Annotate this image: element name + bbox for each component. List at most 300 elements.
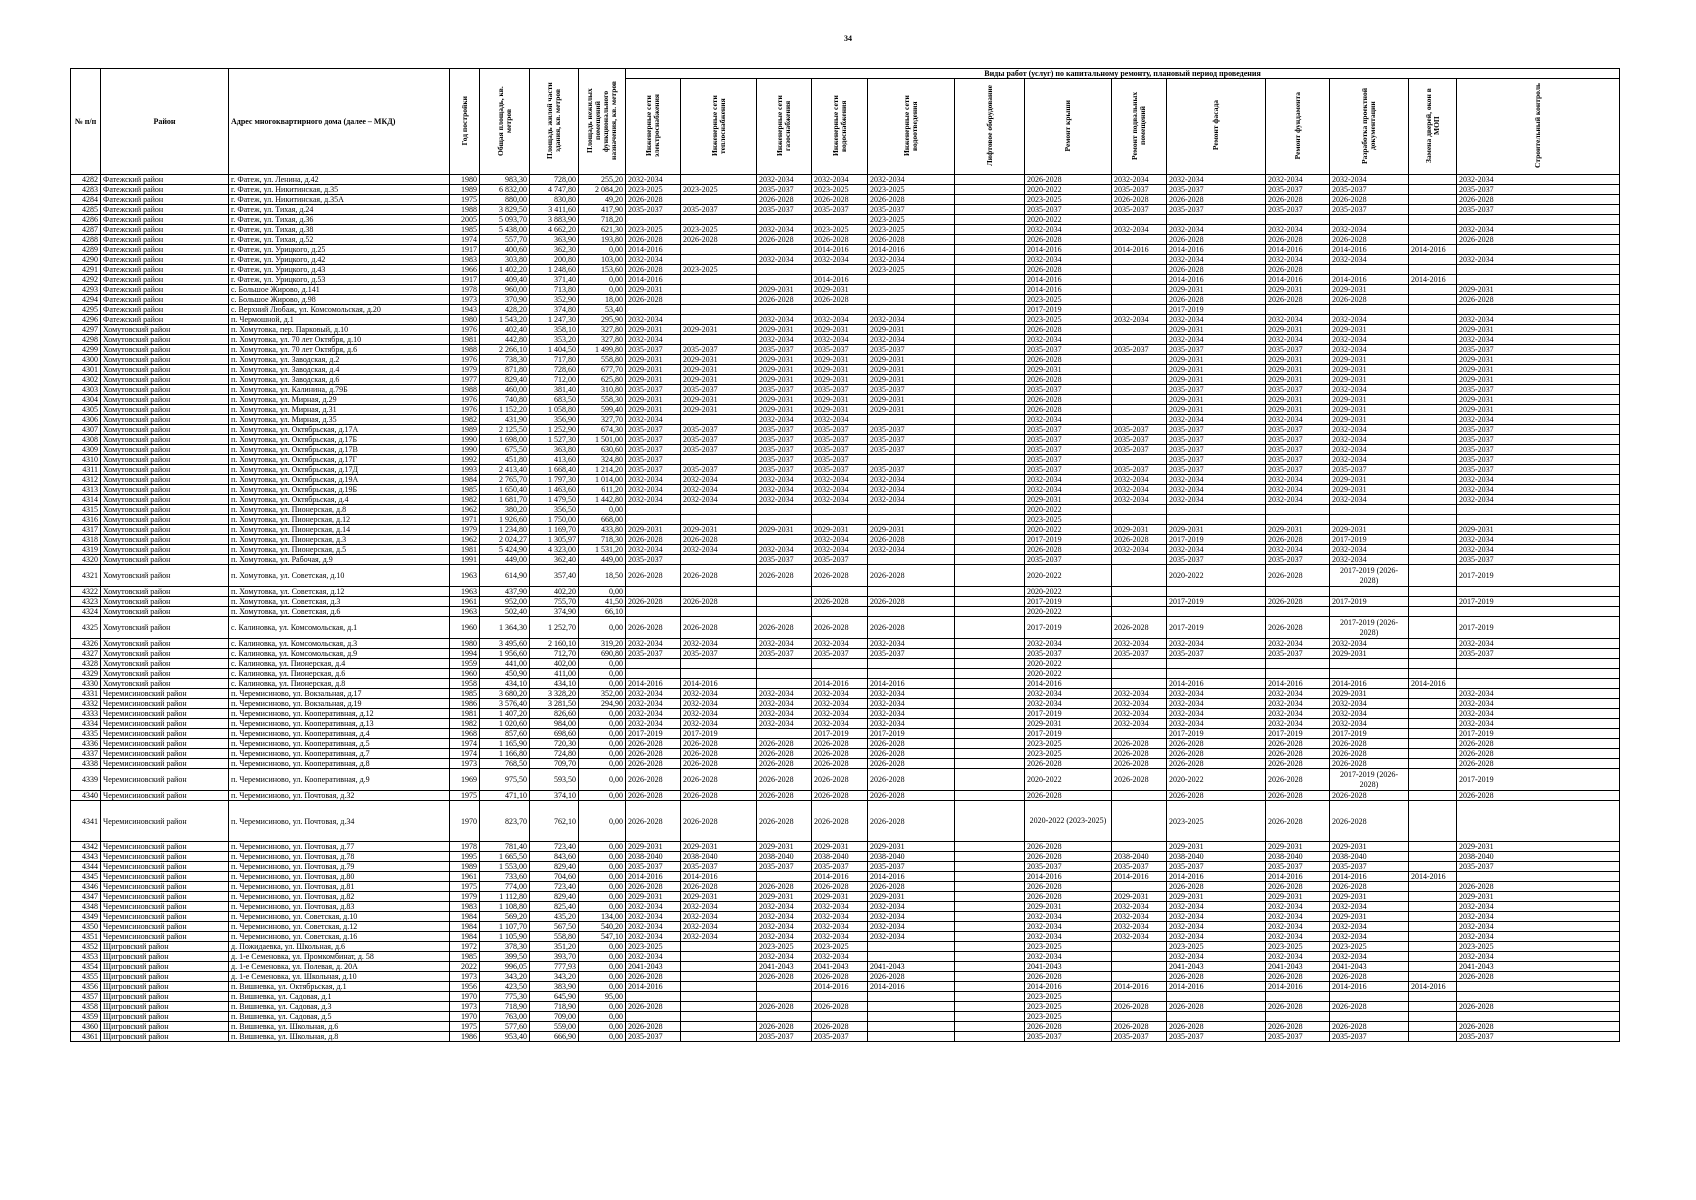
table-cell: п. Вишневка, ул. Садовая, д.1 — [229, 992, 450, 1002]
table-cell: 2038-2040 — [1112, 852, 1167, 862]
table-cell: 2032-2034 — [1457, 952, 1620, 962]
table-cell: Хомутовский район — [101, 639, 229, 649]
table-cell: 2029-2031 — [1167, 285, 1266, 295]
table-cell — [955, 385, 1025, 395]
table-cell: 4310 — [71, 455, 101, 465]
table-cell: 2032-2034 — [1457, 545, 1620, 555]
table-cell: 2035-2037 — [1167, 649, 1266, 659]
table-cell — [1112, 235, 1167, 245]
table-cell — [955, 555, 1025, 565]
table-cell — [1457, 607, 1620, 617]
table-cell: 2026-2028 — [1330, 759, 1409, 769]
table-cell: 2035-2037 — [681, 205, 757, 215]
table-cell: п. Черемисиново, ул. Почтовая, д.32 — [229, 791, 450, 801]
table-cell — [1409, 315, 1457, 325]
table-cell: 712,00 — [530, 375, 579, 385]
table-cell: 1962 — [450, 505, 480, 515]
table-cell: п. Хомутовка, ул. Пионерская, д.12 — [229, 515, 450, 525]
table-cell — [681, 992, 757, 1002]
table-cell: 1 543,20 — [480, 315, 530, 325]
table-cell: 2032-2034 — [812, 535, 868, 545]
table-cell: 2032-2034 — [1112, 475, 1167, 485]
table-cell: г. Фатеж, ул. Никитинская, д.35 — [229, 185, 450, 195]
table-cell: 2029-2031 — [868, 355, 955, 365]
header-work-1: Инженерные сети электроснабжения — [626, 79, 681, 175]
table-cell: 2029-2031 — [868, 842, 955, 852]
table-cell — [1457, 872, 1620, 882]
table-cell — [1409, 235, 1457, 245]
table-cell: 1984 — [450, 475, 480, 485]
table-cell — [1167, 669, 1266, 679]
table-row — [71, 525, 1620, 535]
table-cell — [1167, 587, 1266, 597]
table-cell: 4322 — [71, 587, 101, 597]
table-cell: 2026-2028 — [1112, 759, 1167, 769]
table-cell: 1 407,20 — [480, 709, 530, 719]
table-cell: 2032-2034 — [868, 175, 955, 185]
table-cell: 1 247,30 — [530, 315, 579, 325]
table-cell: 2017-2019 — [1167, 535, 1266, 545]
table-cell: 2014-2016 — [1266, 872, 1330, 882]
table-cell: 2032-2034 — [1330, 225, 1409, 235]
table-cell: 2026-2028 — [1167, 791, 1266, 801]
table-cell — [955, 315, 1025, 325]
table-cell: 2 765,70 — [480, 475, 530, 485]
table-cell: 0,00 — [579, 669, 626, 679]
table-cell: 2032-2034 — [1330, 445, 1409, 455]
table-cell: 2032-2034 — [1330, 455, 1409, 465]
table-cell — [955, 659, 1025, 669]
table-cell — [1409, 365, 1457, 375]
table-cell: 2020-2022 — [1025, 587, 1112, 597]
table-cell: 2032-2034 — [757, 175, 812, 185]
table-cell: 1991 — [450, 555, 480, 565]
table-cell: 1985 — [450, 485, 480, 495]
table-cell: 2029-2031 — [868, 525, 955, 535]
table-cell: 433,80 — [579, 525, 626, 535]
table-cell: 2032-2034 — [812, 175, 868, 185]
table-cell: 717,80 — [530, 355, 579, 365]
table-cell: 2035-2037 — [812, 649, 868, 659]
table-cell: 2026-2028 — [1266, 791, 1330, 801]
table-cell: 4342 — [71, 842, 101, 852]
table-row — [71, 842, 1620, 852]
table-cell: 871,80 — [480, 365, 530, 375]
table-cell: 2026-2028 — [626, 195, 681, 205]
table-cell: 2032-2034 — [626, 545, 681, 555]
table-cell: 2026-2028 — [1167, 972, 1266, 982]
table-cell: Хомутовский район — [101, 669, 229, 679]
table-cell: 2029-2031 — [626, 285, 681, 295]
table-cell: 0,00 — [579, 1032, 626, 1042]
table-cell: 327,80 — [579, 335, 626, 345]
table-cell: 53,40 — [579, 305, 626, 315]
table-cell — [1167, 992, 1266, 1002]
table-cell: 2029-2031 — [812, 395, 868, 405]
table-cell: 2029-2031 — [1330, 365, 1409, 375]
table-cell: 2026-2028 — [1025, 892, 1112, 902]
table-cell: 2026-2028 — [757, 565, 812, 587]
table-cell: 2026-2028 — [1457, 791, 1620, 801]
table-cell: 2035-2037 — [1112, 649, 1167, 659]
table-cell: 1 404,50 — [530, 345, 579, 355]
table-cell: 2014-2016 — [1167, 679, 1266, 689]
table-row — [71, 455, 1620, 465]
table-cell — [1457, 515, 1620, 525]
table-cell: 2029-2031 — [1457, 842, 1620, 852]
table-cell: 1 463,60 — [530, 485, 579, 495]
table-cell: 3 281,50 — [530, 699, 579, 709]
table-cell — [1409, 355, 1457, 365]
table-cell: 2020-2022 — [1025, 525, 1112, 535]
table-cell: 2032-2034 — [1266, 922, 1330, 932]
table-cell — [1409, 265, 1457, 275]
table-cell: 2014-2016 — [1330, 872, 1409, 882]
table-cell — [1409, 739, 1457, 749]
table-cell: 2026-2028 — [1266, 295, 1330, 305]
table-cell: 2035-2037 — [1457, 205, 1620, 215]
table-cell: 2026-2028 — [812, 1022, 868, 1032]
table-cell: 2014-2016 — [626, 275, 681, 285]
table-cell: 2026-2028 — [1266, 749, 1330, 759]
table-cell: 1973 — [450, 759, 480, 769]
table-cell — [868, 1002, 955, 1012]
table-cell: п. Черемисиново, ул. Почтовая, д.80 — [229, 872, 450, 882]
table-cell: 2029-2031 — [1330, 375, 1409, 385]
table-cell: 2035-2037 — [1112, 862, 1167, 872]
table-cell: 471,10 — [480, 791, 530, 801]
table-cell: 2032-2034 — [868, 545, 955, 555]
table-cell: 2023-2025 — [1167, 942, 1266, 952]
table-cell: 153,60 — [579, 265, 626, 275]
table-cell — [757, 215, 812, 225]
table-cell: 2032-2034 — [1266, 912, 1330, 922]
table-cell — [955, 525, 1025, 535]
table-cell: 402,40 — [480, 325, 530, 335]
table-cell: 2035-2037 — [1457, 862, 1620, 872]
table-cell: 2029-2031 — [681, 325, 757, 335]
table-cell: 1980 — [450, 175, 480, 185]
table-cell: 713,80 — [530, 285, 579, 295]
table-cell — [955, 345, 1025, 355]
table-cell — [868, 1032, 955, 1042]
table-cell: 2032-2034 — [681, 719, 757, 729]
table-cell: 2032-2034 — [1266, 639, 1330, 649]
table-cell — [955, 952, 1025, 962]
table-cell: 953,40 — [480, 1032, 530, 1042]
table-cell: 2035-2037 — [626, 455, 681, 465]
table-row — [71, 1002, 1620, 1012]
table-cell: 2032-2034 — [1167, 709, 1266, 719]
table-cell: 2026-2028 — [1025, 791, 1112, 801]
table-cell: 2023-2025 — [868, 185, 955, 195]
table-cell: 193,80 — [579, 235, 626, 245]
table-cell — [955, 325, 1025, 335]
table-cell: 1 650,40 — [480, 485, 530, 495]
table-cell: п. Хомутовка, ул. Калинина, д.79Б — [229, 385, 450, 395]
table-cell: 1983 — [450, 902, 480, 912]
table-cell: 66,10 — [579, 607, 626, 617]
table-cell: 1 214,20 — [579, 465, 626, 475]
table-cell: 0,00 — [579, 982, 626, 992]
table-cell: 2035-2037 — [868, 425, 955, 435]
table-cell — [1266, 305, 1330, 315]
table-cell: 2020-2022 — [1167, 565, 1266, 587]
table-cell: 134,00 — [579, 912, 626, 922]
table-cell: 755,70 — [530, 597, 579, 607]
table-cell — [626, 505, 681, 515]
table-cell: 2020-2022 — [1025, 669, 1112, 679]
table-cell: 2035-2037 — [812, 862, 868, 872]
table-cell: 2035-2037 — [626, 465, 681, 475]
header-nonresidential-area: Площадь нежилых помещений функционального назначения, кв. метров — [579, 69, 626, 175]
table-cell: 1974 — [450, 739, 480, 749]
table-row — [71, 587, 1620, 597]
table-cell: 2014-2016 — [1409, 982, 1457, 992]
table-cell: 2032-2034 — [1167, 545, 1266, 555]
table-cell: 451,80 — [480, 455, 530, 465]
table-cell — [955, 759, 1025, 769]
table-cell: 0,00 — [579, 892, 626, 902]
table-cell — [1457, 245, 1620, 255]
table-cell: 4299 — [71, 345, 101, 355]
table-cell — [1409, 639, 1457, 649]
table-cell: 4315 — [71, 505, 101, 515]
table-cell: 1 442,80 — [579, 495, 626, 505]
table-cell: 2023-2025 — [626, 942, 681, 952]
table-cell: 2020-2022 — [1025, 607, 1112, 617]
table-cell — [1409, 689, 1457, 699]
table-cell: 2032-2034 — [868, 922, 955, 932]
table-cell: 2035-2037 — [868, 385, 955, 395]
table-cell: 2035-2037 — [812, 345, 868, 355]
table-row — [71, 739, 1620, 749]
table-cell: 2032-2034 — [868, 639, 955, 649]
table-cell: 0,00 — [579, 862, 626, 872]
table-cell — [1167, 607, 1266, 617]
table-cell: с. Большое Жирово, д.98 — [229, 295, 450, 305]
table-cell: 2032-2034 — [681, 485, 757, 495]
table-cell: 2026-2028 — [1025, 395, 1112, 405]
table-cell: 2014-2016 — [1266, 275, 1330, 285]
table-cell: 2032-2034 — [1457, 225, 1620, 235]
table-cell: 718,20 — [579, 215, 626, 225]
table-cell: с. Калиновка, ул. Пионерская, д.4 — [229, 659, 450, 669]
table-cell: 2035-2037 — [1266, 345, 1330, 355]
table-row — [71, 445, 1620, 455]
table-cell: 2029-2031 — [626, 325, 681, 335]
table-cell: 774,00 — [480, 882, 530, 892]
table-cell — [1409, 902, 1457, 912]
table-cell: 2029-2031 — [681, 405, 757, 415]
table-cell: 4340 — [71, 791, 101, 801]
table-cell: 698,60 — [530, 729, 579, 739]
table-cell: 2017-2019 — [1167, 617, 1266, 639]
table-cell: 362,40 — [530, 555, 579, 565]
table-cell: 645,90 — [530, 992, 579, 1002]
table-cell: 2014-2016 — [1266, 982, 1330, 992]
header-work-4: Инженерные сети водоснабжения — [812, 79, 868, 175]
table-cell: 1 248,60 — [530, 265, 579, 275]
table-cell: 2035-2037 — [1330, 862, 1409, 872]
table-cell: 4334 — [71, 719, 101, 729]
table-cell: 983,30 — [480, 175, 530, 185]
table-cell: 402,20 — [530, 587, 579, 597]
table-cell: 2032-2034 — [868, 932, 955, 942]
table-cell: 1 252,90 — [530, 425, 579, 435]
table-cell — [1457, 587, 1620, 597]
table-cell: 2026-2028 — [1025, 842, 1112, 852]
table-cell: 1990 — [450, 445, 480, 455]
table-cell: 437,90 — [480, 587, 530, 597]
table-cell: п. Вишневка, ул. Школьная, д.6 — [229, 1022, 450, 1032]
table-cell: 2035-2037 — [1457, 445, 1620, 455]
table-cell: 4308 — [71, 435, 101, 445]
table-cell: 2026-2028 — [812, 565, 868, 587]
table-cell: 2035-2037 — [1330, 465, 1409, 475]
table-cell — [681, 607, 757, 617]
table-cell: 2026-2028 — [1112, 749, 1167, 759]
table-cell — [955, 305, 1025, 315]
table-cell: 2026-2028 — [1025, 325, 1112, 335]
table-cell: п. Хомутовка, ул. Мирная, д.35 — [229, 415, 450, 425]
table-cell: 2032-2034 — [1112, 485, 1167, 495]
table-cell: 2035-2037 — [681, 385, 757, 395]
table-cell — [868, 1022, 955, 1032]
table-cell: 558,80 — [530, 932, 579, 942]
table-cell: 502,40 — [480, 607, 530, 617]
table-cell: 2026-2028 — [626, 617, 681, 639]
table-cell: 343,20 — [480, 972, 530, 982]
table-cell — [1112, 405, 1167, 415]
table-cell: 1 499,80 — [579, 345, 626, 355]
table-cell: 1 152,20 — [480, 405, 530, 415]
table-cell: 1983 — [450, 255, 480, 265]
table-cell: 2032-2034 — [626, 709, 681, 719]
table-cell: 2026-2028 — [1457, 195, 1620, 205]
table-cell — [955, 185, 1025, 195]
table-cell: 2029-2031 — [1330, 395, 1409, 405]
table-cell: 353,20 — [530, 335, 579, 345]
table-cell: 352,90 — [530, 295, 579, 305]
table-cell — [1409, 515, 1457, 525]
table-cell: 2017-2019 (2026-2028) — [1330, 565, 1409, 587]
table-cell: 2029-2031 — [1266, 405, 1330, 415]
table-cell — [955, 639, 1025, 649]
table-cell — [955, 982, 1025, 992]
table-row — [71, 195, 1620, 205]
table-cell — [1409, 465, 1457, 475]
table-cell: Хомутовский район — [101, 607, 229, 617]
table-cell: 1962 — [450, 535, 480, 545]
table-cell: 1980 — [450, 315, 480, 325]
table-cell: 2026-2028 — [757, 235, 812, 245]
table-cell: 2014-2016 — [1266, 245, 1330, 255]
table-cell: 2026-2028 — [868, 972, 955, 982]
table-cell — [955, 801, 1025, 842]
table-row — [71, 205, 1620, 215]
table-cell — [681, 415, 757, 425]
table-cell: 712,70 — [530, 649, 579, 659]
table-cell: 2035-2037 — [757, 435, 812, 445]
table-cell: 2035-2037 — [1330, 1032, 1409, 1042]
table-cell — [1409, 1012, 1457, 1022]
table-cell: 0,00 — [579, 769, 626, 791]
table-cell — [955, 597, 1025, 607]
table-cell: 2032-2034 — [1266, 495, 1330, 505]
table-cell: 2032-2034 — [1167, 225, 1266, 235]
table-cell: 4296 — [71, 315, 101, 325]
table-cell — [757, 982, 812, 992]
table-cell — [1112, 842, 1167, 852]
table-cell: 2014-2016 — [1025, 285, 1112, 295]
table-cell: 2032-2034 — [1330, 495, 1409, 505]
table-cell: 41,50 — [579, 597, 626, 607]
table-cell: 1980 — [450, 639, 480, 649]
table-cell: 2014-2016 — [868, 982, 955, 992]
table-cell: 1963 — [450, 565, 480, 587]
table-cell — [1409, 992, 1457, 1002]
table-cell: 2 084,20 — [579, 185, 626, 195]
table-cell — [955, 505, 1025, 515]
table-cell: 18,00 — [579, 295, 626, 305]
table-cell: 2029-2031 — [626, 525, 681, 535]
table-cell: 450,90 — [480, 669, 530, 679]
table-cell: Черемисиновский район — [101, 791, 229, 801]
table-cell: 295,90 — [579, 315, 626, 325]
table-cell: 2026-2028 — [868, 565, 955, 587]
table-cell: п. Черемисиново, ул. Почтовая, д.34 — [229, 801, 450, 842]
table-cell: 2032-2034 — [681, 922, 757, 932]
table-cell: 2029-2031 — [1167, 355, 1266, 365]
table-cell: 4324 — [71, 607, 101, 617]
table-cell: 4318 — [71, 535, 101, 545]
table-cell: 2041-2043 — [812, 962, 868, 972]
table-cell: г. Фатеж, ул. Тихая, д.38 — [229, 225, 450, 235]
table-cell: 2032-2034 — [868, 475, 955, 485]
table-cell: 709,00 — [530, 1012, 579, 1022]
table-cell — [681, 195, 757, 205]
table-cell: 1985 — [450, 689, 480, 699]
table-cell: 2026-2028 — [757, 801, 812, 842]
table-cell — [681, 215, 757, 225]
table-cell: 2035-2037 — [1457, 425, 1620, 435]
table-cell: 2026-2028 — [812, 295, 868, 305]
table-cell: 428,20 — [480, 305, 530, 315]
table-cell: 4284 — [71, 195, 101, 205]
table-cell: 434,10 — [480, 679, 530, 689]
table-cell: 2029-2031 — [1025, 495, 1112, 505]
table-cell: 611,20 — [579, 485, 626, 495]
table-cell — [1330, 1012, 1409, 1022]
table-cell: 1992 — [450, 455, 480, 465]
table-cell: 0,00 — [579, 852, 626, 862]
table-cell: Фатежский район — [101, 215, 229, 225]
table-cell: 2 024,27 — [480, 535, 530, 545]
table-cell: 2032-2034 — [1266, 689, 1330, 699]
table-cell: 2032-2034 — [757, 932, 812, 942]
table-row — [71, 225, 1620, 235]
table-cell: 371,40 — [530, 275, 579, 285]
table-cell: 2029-2031 — [1266, 355, 1330, 365]
table-cell: 2029-2031 — [1330, 485, 1409, 495]
table-cell — [955, 932, 1025, 942]
table-cell: 358,10 — [530, 325, 579, 335]
table-cell: 2026-2028 — [757, 739, 812, 749]
table-cell: 2014-2016 — [1330, 679, 1409, 689]
table-cell — [868, 285, 955, 295]
table-cell: 1975 — [450, 791, 480, 801]
